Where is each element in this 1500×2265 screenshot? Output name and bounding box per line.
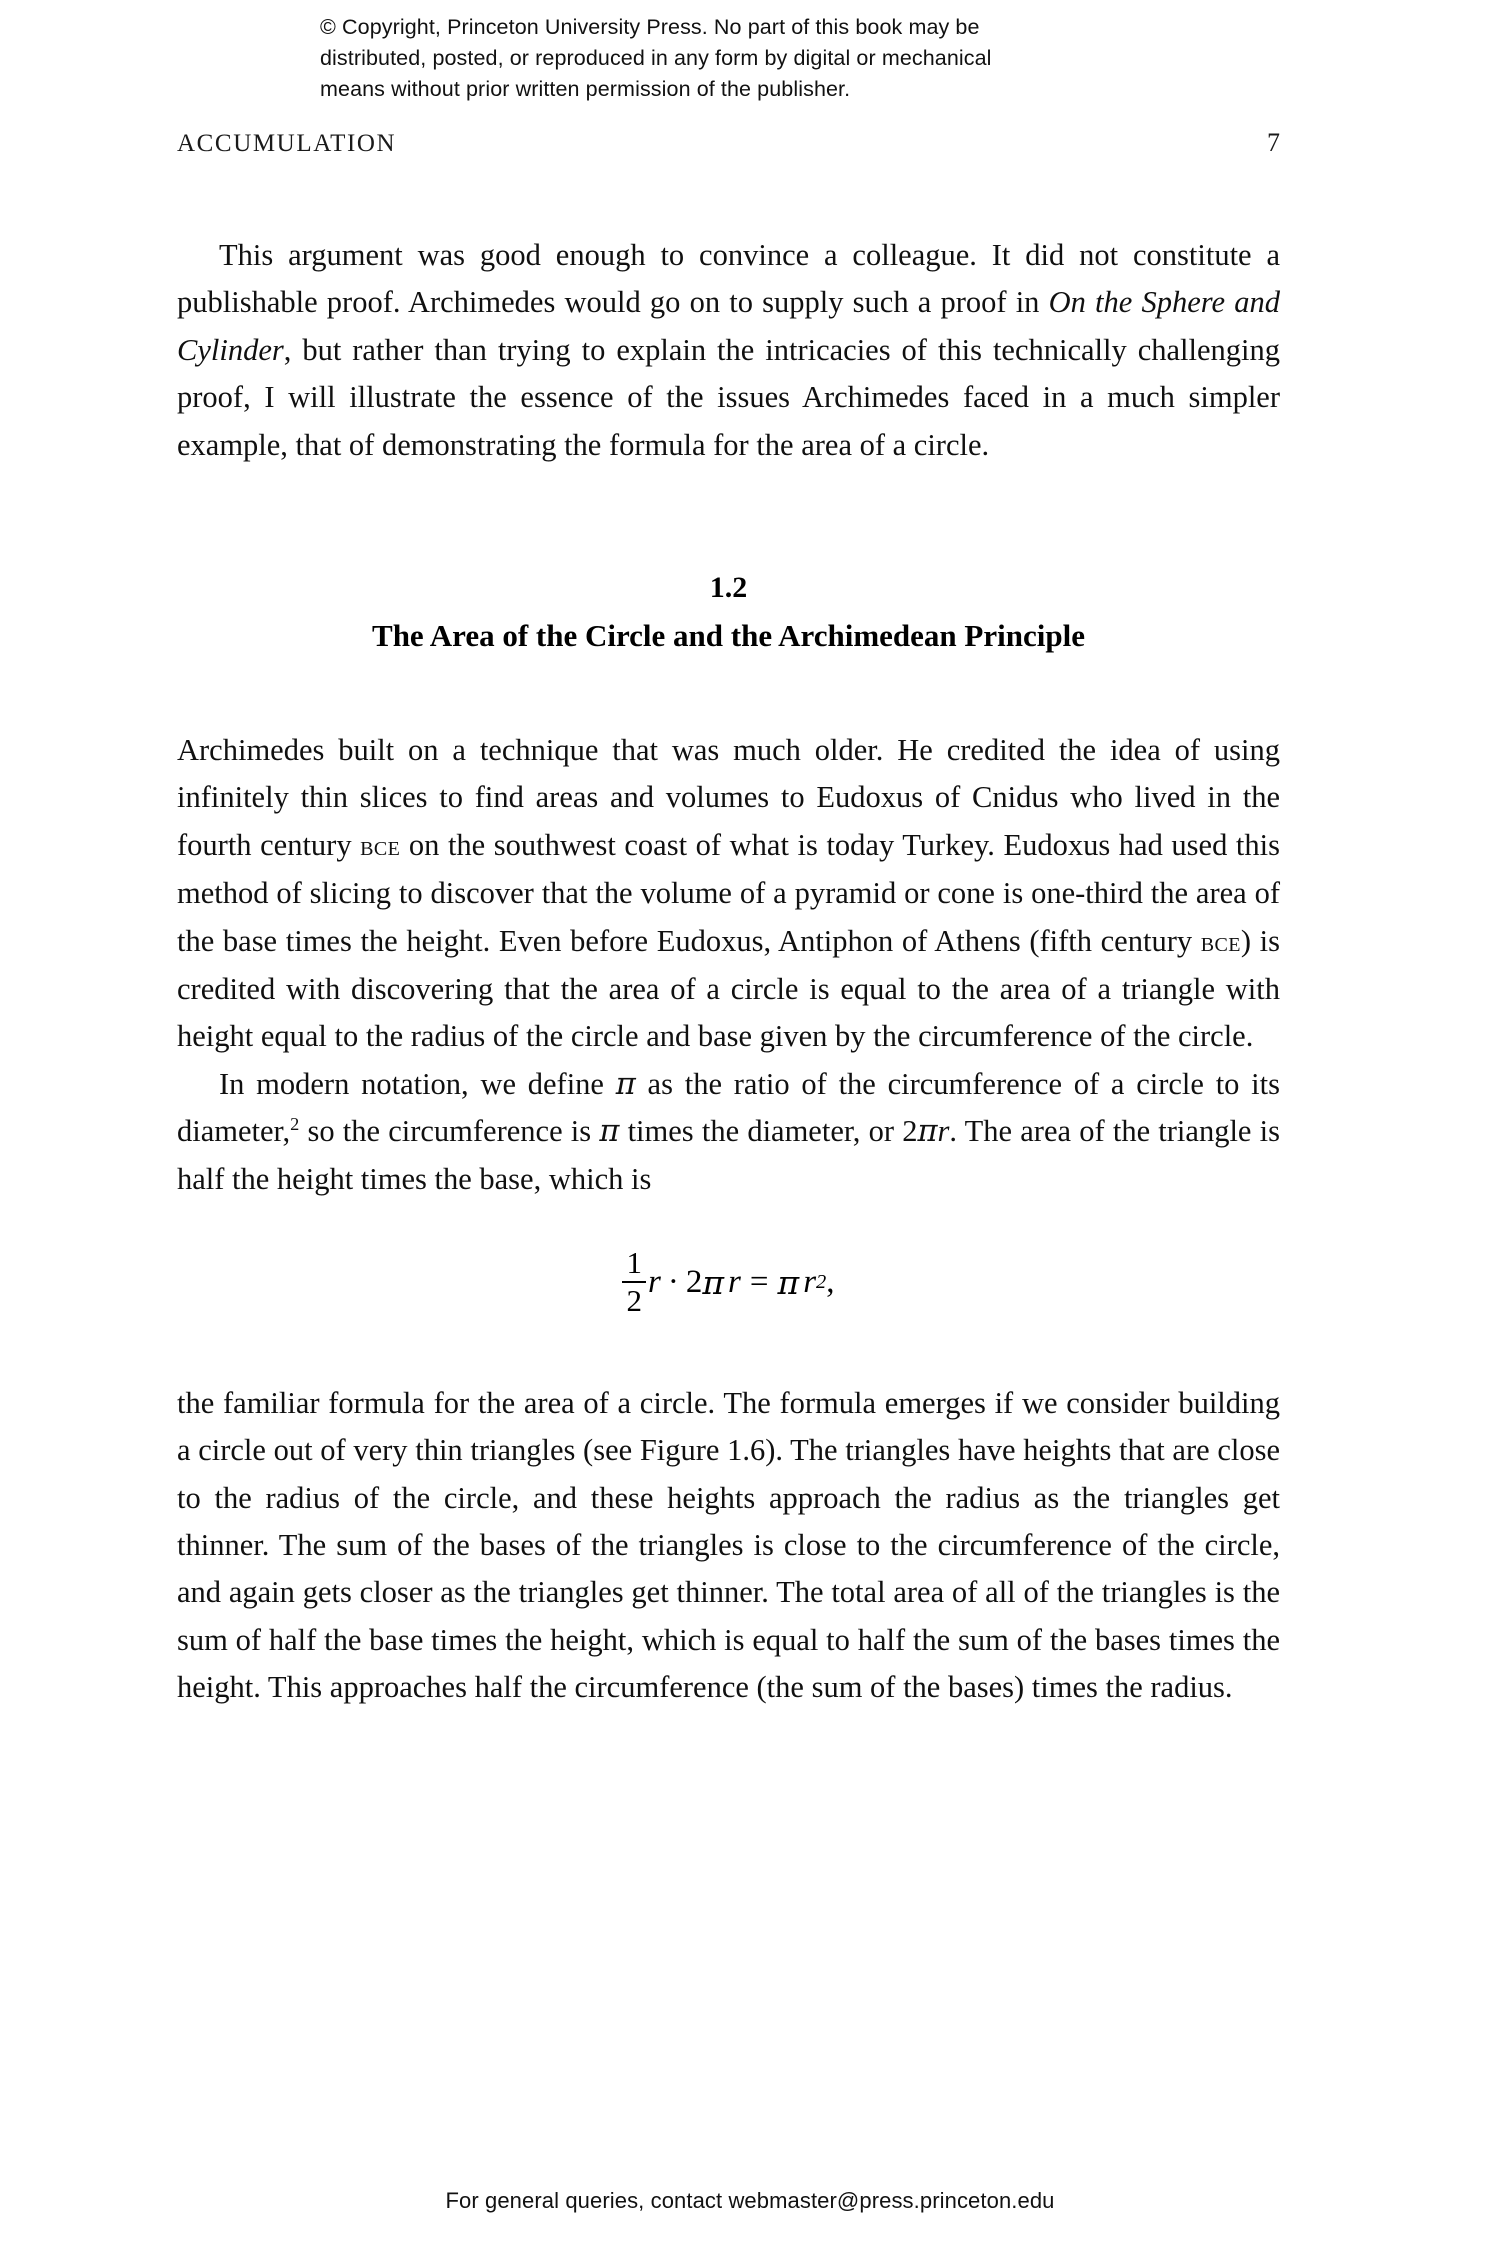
main-text-column [177,232,1280,1712]
pi-symbol-2: π [599,1114,620,1150]
fraction-numerator: 1 [626,1245,642,1281]
p1-segment-1: This argument was good enough to convince a colleague. It did not constitute a publishable proof. Archimedes would go on to supply such a proof in [177,238,1280,320]
footer-queries-note: For general queries, contact webmaster@press.princeton.edu [445,2188,1055,2213]
copyright-line-1: © Copyright, Princeton University Press. No part of this book may be [320,15,980,39]
spacer-before-equation [177,1203,1280,1247]
pi-symbol-3: π [917,1114,938,1150]
p3-segment-3: so the circumference is [299,1114,600,1149]
smallcaps-bce-first: bce [360,830,401,862]
smallcaps-bce-second: bce [1200,926,1241,958]
copyright-line-3: means without prior written permission of the publisher. [320,77,851,101]
p2-segment-2: on the southwest coast of what is today Turkey. Eudoxus had used this method of slicing to discover that the volume of a pyramid or cone is one-third the area of the base times the height. Even before Eudoxus, Antiphon of Athens (fifth century [177,827,1280,958]
variable-r-inline: r [937,1114,950,1149]
p3-segment-4: times the diameter, or 2 [619,1114,918,1149]
multiplication-dot-icon: · [667,1263,679,1300]
book-title-sphere-and-cylinder: On the Sphere and Cylinder [177,285,1280,367]
section-number: 1.2 [709,571,748,605]
p3-segment-2: as the ratio of the circumference of a circle to its diameter, [177,1066,1280,1149]
page-number: 7 [1267,128,1280,157]
footnote-marker-2: 2 [290,1114,300,1135]
equation-pi-2: π [777,1262,800,1302]
spacer-after-heading [177,661,1280,727]
p1-segment-2: , but rather than trying to explain the intricacies of this technically challenging proof, I will illustrate the essence of the issues Archimedes faced in a much simpler example, that of demonstrating the formula for the area of a circle. [177,332,1280,462]
spacer-before-heading [177,469,1280,565]
running-head-chapter-title: ACCUMULATION [177,130,397,157]
p3-segment-5: . The area of the triangle is half the height times the base, which is [177,1114,1280,1196]
p2-segment-3: ) is credited with discovering that the area of a circle is equal to the area of a triangle with height equal to the radius of the circle and base given by the circumference of the circle. [177,923,1281,1054]
section-title: The Area of the Circle and the Archimedean Principle [372,618,1085,654]
equation-variable-r-1: r [647,1263,661,1300]
paragraph-archimedes-argument [177,232,1280,469]
equation-variable-r-3: r [803,1263,817,1300]
fraction-denominator: 2 [626,1282,642,1318]
equation-pi-1: π [702,1262,725,1302]
copyright-line-2: distributed, posted, or reproduced in any form by digital or mechanical [320,46,992,70]
paragraph-thin-triangles: the familiar formula for the area of a circle. The formula emerges if we consider building a circle out of very thin triangles (see Figure 1.6). The triangles have heights that are close to the radius of the circle, and these heights approach the radius as the triangles get thinner. The sum of the bases of the triangles is close to the circumference of the circle, and again gets closer as the triangles get thinner. The total area of all of the triangles is the sum of half the base times the height, which is equal to half the sum of the bases times the height. This approaches half the circumference (the sum of the bases) times the radius. [177,1385,1280,1705]
p3-segment-1: In modern notation, we define [219,1066,616,1101]
equation-inner: $\frac{1}{2}$ r · 2 π r = π r 2 , [622,1247,834,1318]
display-equation-area-of-circle [177,1247,1280,1318]
paragraph-eudoxus-antiphon [177,727,1280,1061]
fraction-one-half [622,1247,646,1318]
spacer-after-equation [177,1318,1280,1380]
section-heading [177,565,1280,661]
pi-symbol-1: π [615,1066,636,1102]
running-head [177,128,1280,158]
equation-variable-r-2: r [728,1263,741,1300]
copyright-notice [320,12,1200,105]
equation-coefficient-2: 2 [685,1263,703,1300]
equals-sign: = [749,1263,769,1300]
equation-trailing-comma: , [826,1263,835,1300]
p2-segment-1: Archimedes built on a technique that was much older. He credited the idea of using infinitely thin slices to find areas and volumes to Eudoxus of Cnidus who lived in the fourth century [177,733,1280,862]
paragraph-modern-notation [177,1061,1280,1203]
